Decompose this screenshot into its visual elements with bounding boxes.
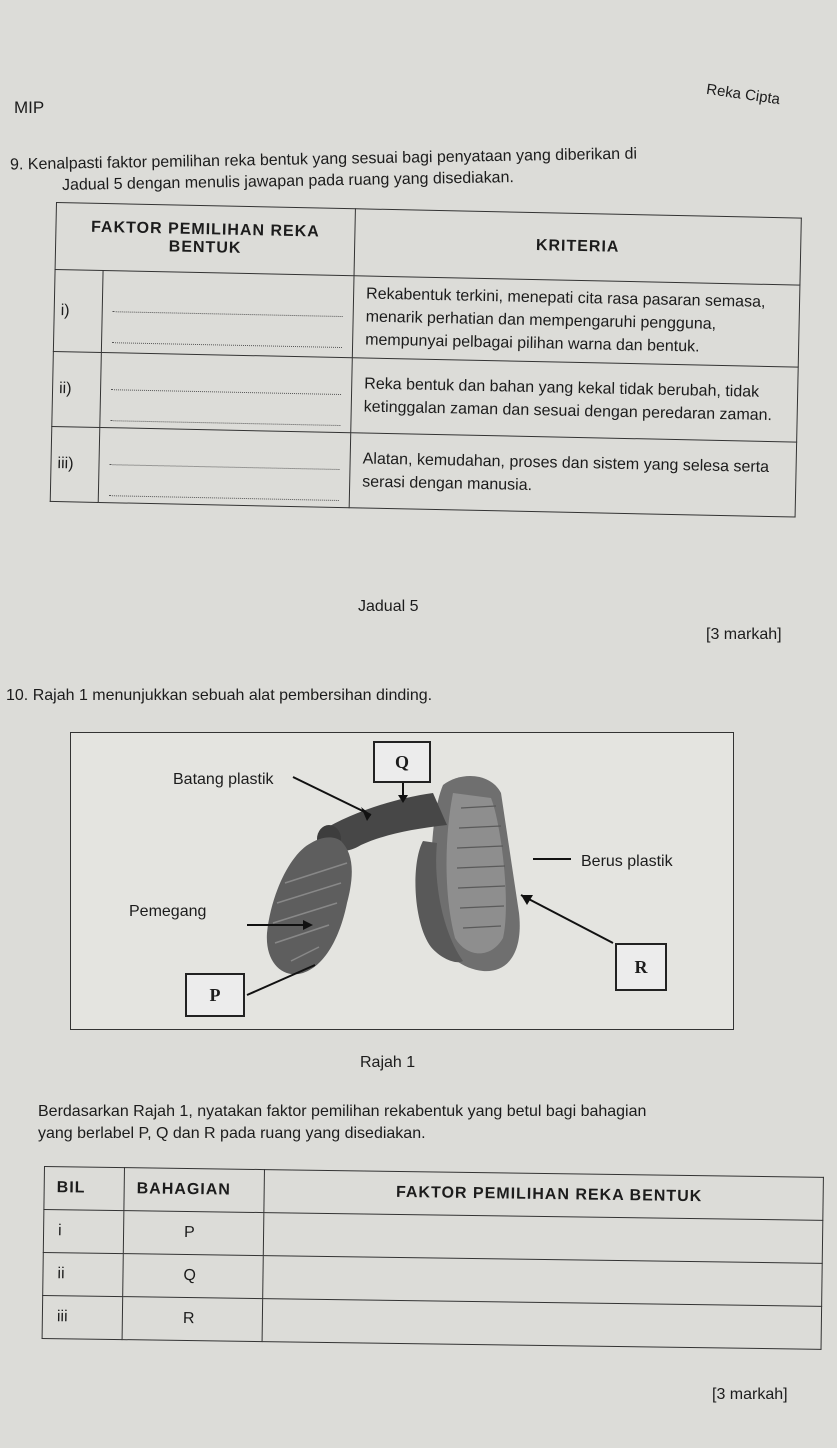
q10-instruction: Berdasarkan Rajah 1, nyatakan faktor pemilihan rekabentuk yang betul bagi bahagian xyxy=(38,1103,647,1120)
header-bil: BIL xyxy=(44,1167,125,1211)
criteria-text: Rekabentuk terkini, menepati cita rasa pasaran semasa, menarik perhatian dan mempengaruhi pengguna, mempunyai pelbagai pilihan warna dan bentuk. xyxy=(352,276,800,367)
subject-title: Reka Cipta xyxy=(705,80,782,109)
row-number: iii) xyxy=(50,426,100,502)
figure-1 xyxy=(70,732,734,1030)
rubber-handle xyxy=(267,837,352,974)
label-box-p: P xyxy=(185,973,245,1017)
label-pemegang: Pemegang xyxy=(129,903,207,920)
answer-table xyxy=(42,1166,824,1350)
q10-instruction2: yang berlabel P, Q dan R pada ruang yang disediakan. xyxy=(38,1125,426,1142)
figure-caption: Rajah 1 xyxy=(360,1054,416,1071)
label-box-q: Q xyxy=(373,741,431,783)
header-faktor: FAKTOR PEMILIHAN REKA BENTUK xyxy=(264,1170,824,1221)
q9-text2: Jadual 5 dengan menulis jawapan pada ruang yang disediakan. xyxy=(61,169,514,194)
answer-space[interactable] xyxy=(101,271,354,358)
row-number: ii) xyxy=(52,351,102,427)
row-bil: iii xyxy=(42,1295,123,1339)
table-5 xyxy=(50,202,802,518)
row-bil: i xyxy=(43,1210,124,1254)
row-number: i) xyxy=(53,269,103,352)
col-header-factor: FAKTOR PEMILIHAN REKA BENTUK xyxy=(55,203,355,276)
header-bahagian: BAHAGIAN xyxy=(124,1168,265,1213)
label-berus-plastik: Berus plastik xyxy=(581,853,673,870)
criteria-text: Alatan, kemudahan, proses dan sistem yang selesa serta serasi dengan manusia. xyxy=(349,433,796,517)
table-row xyxy=(53,269,800,367)
col-header-criteria: KRITERIA xyxy=(354,209,801,285)
q9-text: 9. Kenalpasti faktor pemilihan reka bentuk yang sesuai bagi penyataan yang diberikan di xyxy=(9,145,638,174)
table-row xyxy=(50,426,796,517)
q10-text: 10. Rajah 1 menunjukkan sebuah alat pembersihan dinding. xyxy=(6,687,433,704)
table-caption: Jadual 5 xyxy=(358,598,419,615)
label-box-r: R xyxy=(615,943,667,991)
criteria-text: Reka bentuk dan bahan yang kekal tidak berubah, tidak ketinggalan zaman dan sesuai dengan peredaran zaman. xyxy=(351,358,798,442)
q9-marks: [3 markah] xyxy=(706,626,782,643)
row-part: Q xyxy=(123,1254,264,1299)
answer-space[interactable] xyxy=(100,352,353,432)
row-part: P xyxy=(123,1211,264,1256)
label-batang-plastik: Batang plastik xyxy=(173,771,274,788)
row-bil: ii xyxy=(43,1252,124,1296)
row-part: R xyxy=(122,1297,263,1342)
subject-code: MIP xyxy=(14,98,45,117)
q10-marks: [3 markah] xyxy=(712,1386,788,1403)
answer-cell[interactable] xyxy=(262,1299,822,1350)
answer-space[interactable] xyxy=(98,427,351,507)
